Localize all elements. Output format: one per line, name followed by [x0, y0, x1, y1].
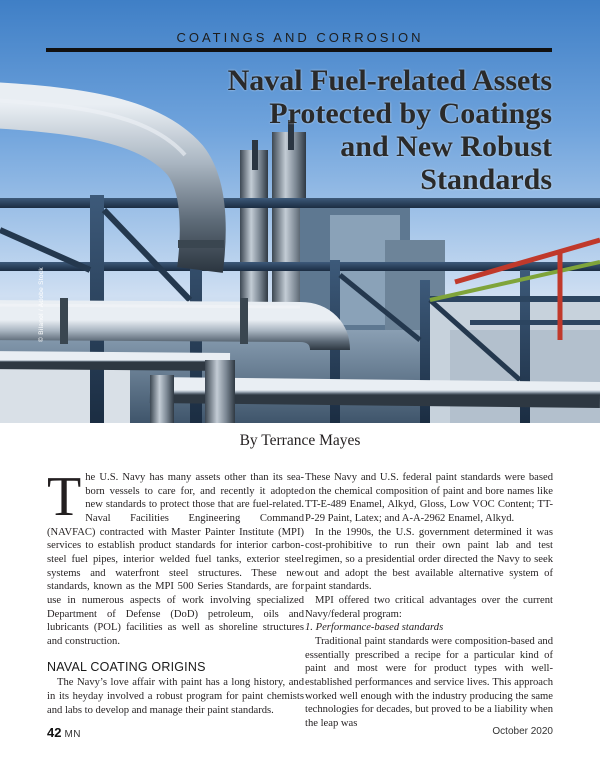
article-column-right [305, 471, 553, 730]
subhead-naval-coating-origins: NAVAL COATING ORIGINS [47, 659, 206, 674]
article-column-left [47, 466, 304, 717]
drop-cap: T [47, 466, 82, 528]
photo-credit: © Bilanol / Adobe Stock [38, 267, 45, 342]
paragraph: The Navy’s love affair with paint has a long history, and in its heyday involved a robust program for paint chemists and labs to develop and manage their paint standards. [47, 677, 304, 716]
issue-date: October 2020 [492, 726, 553, 737]
intro-paragraph [47, 466, 304, 649]
paragraph: In the 1990s, the U.S. government determined it was cost-prohibitive to run their own paint lab and test regimen, so a presidential order directed the Navy to seek out and adopt the best available alternative system of paint standards. [305, 526, 553, 593]
page-folio [47, 724, 81, 742]
magazine-name: MN [64, 729, 82, 740]
section-rule [46, 48, 552, 52]
subhead-performance-based-standards: 1. Performance-based standards [305, 622, 444, 634]
paragraph: Traditional paint standards were composition-based and essentially prescribed a recipe for a particular kind of paint and most were for product types with well-established performances and service lives. This approach worked well enough with the industry producing the same technologies for decades, but proved to be a liability when the leap was [305, 635, 553, 729]
paragraph: These Navy and U.S. federal paint standards were based on the chemical composition of paint and bore names like TT-E-489 Enamel, Alkyd, Gloss, Low VOC Content; TT-P-29 Paint, Latex; and A-A-2962 Enamel, Alkyd. [305, 472, 553, 524]
intro-text: he U.S. Navy has many assets other than its sea-born vessels to care for, and recently it adopted new standards to protect those that are fuel-related. Naval Facilities Engineering Command (NAVFAC) contracted with Master Painter Institute (MPI) services to establish product standards for interior carbon-steel fuel pipes, interior welded fuel tanks, exterior steel systems and waterfront steel structures. These new standards, known as the MPI 500 Series Standards, are for use in numerous aspects of work involving specialized Department of Defense (DoD) petroleum, oils and lubricants (POL) facilities as well as shoreline structures and construction. [47, 472, 304, 647]
section-kicker: COATINGS AND CORROSION [176, 30, 424, 45]
article-byline: By Terrance Mayes [239, 432, 361, 449]
article-headline: Naval Fuel-related Assets Protected by Coatings and New Robust Standards [227, 64, 552, 196]
paragraph: MPI offered two critical advantages over the current Navy/federal program: [305, 594, 553, 620]
page-number: 42 [47, 725, 62, 740]
